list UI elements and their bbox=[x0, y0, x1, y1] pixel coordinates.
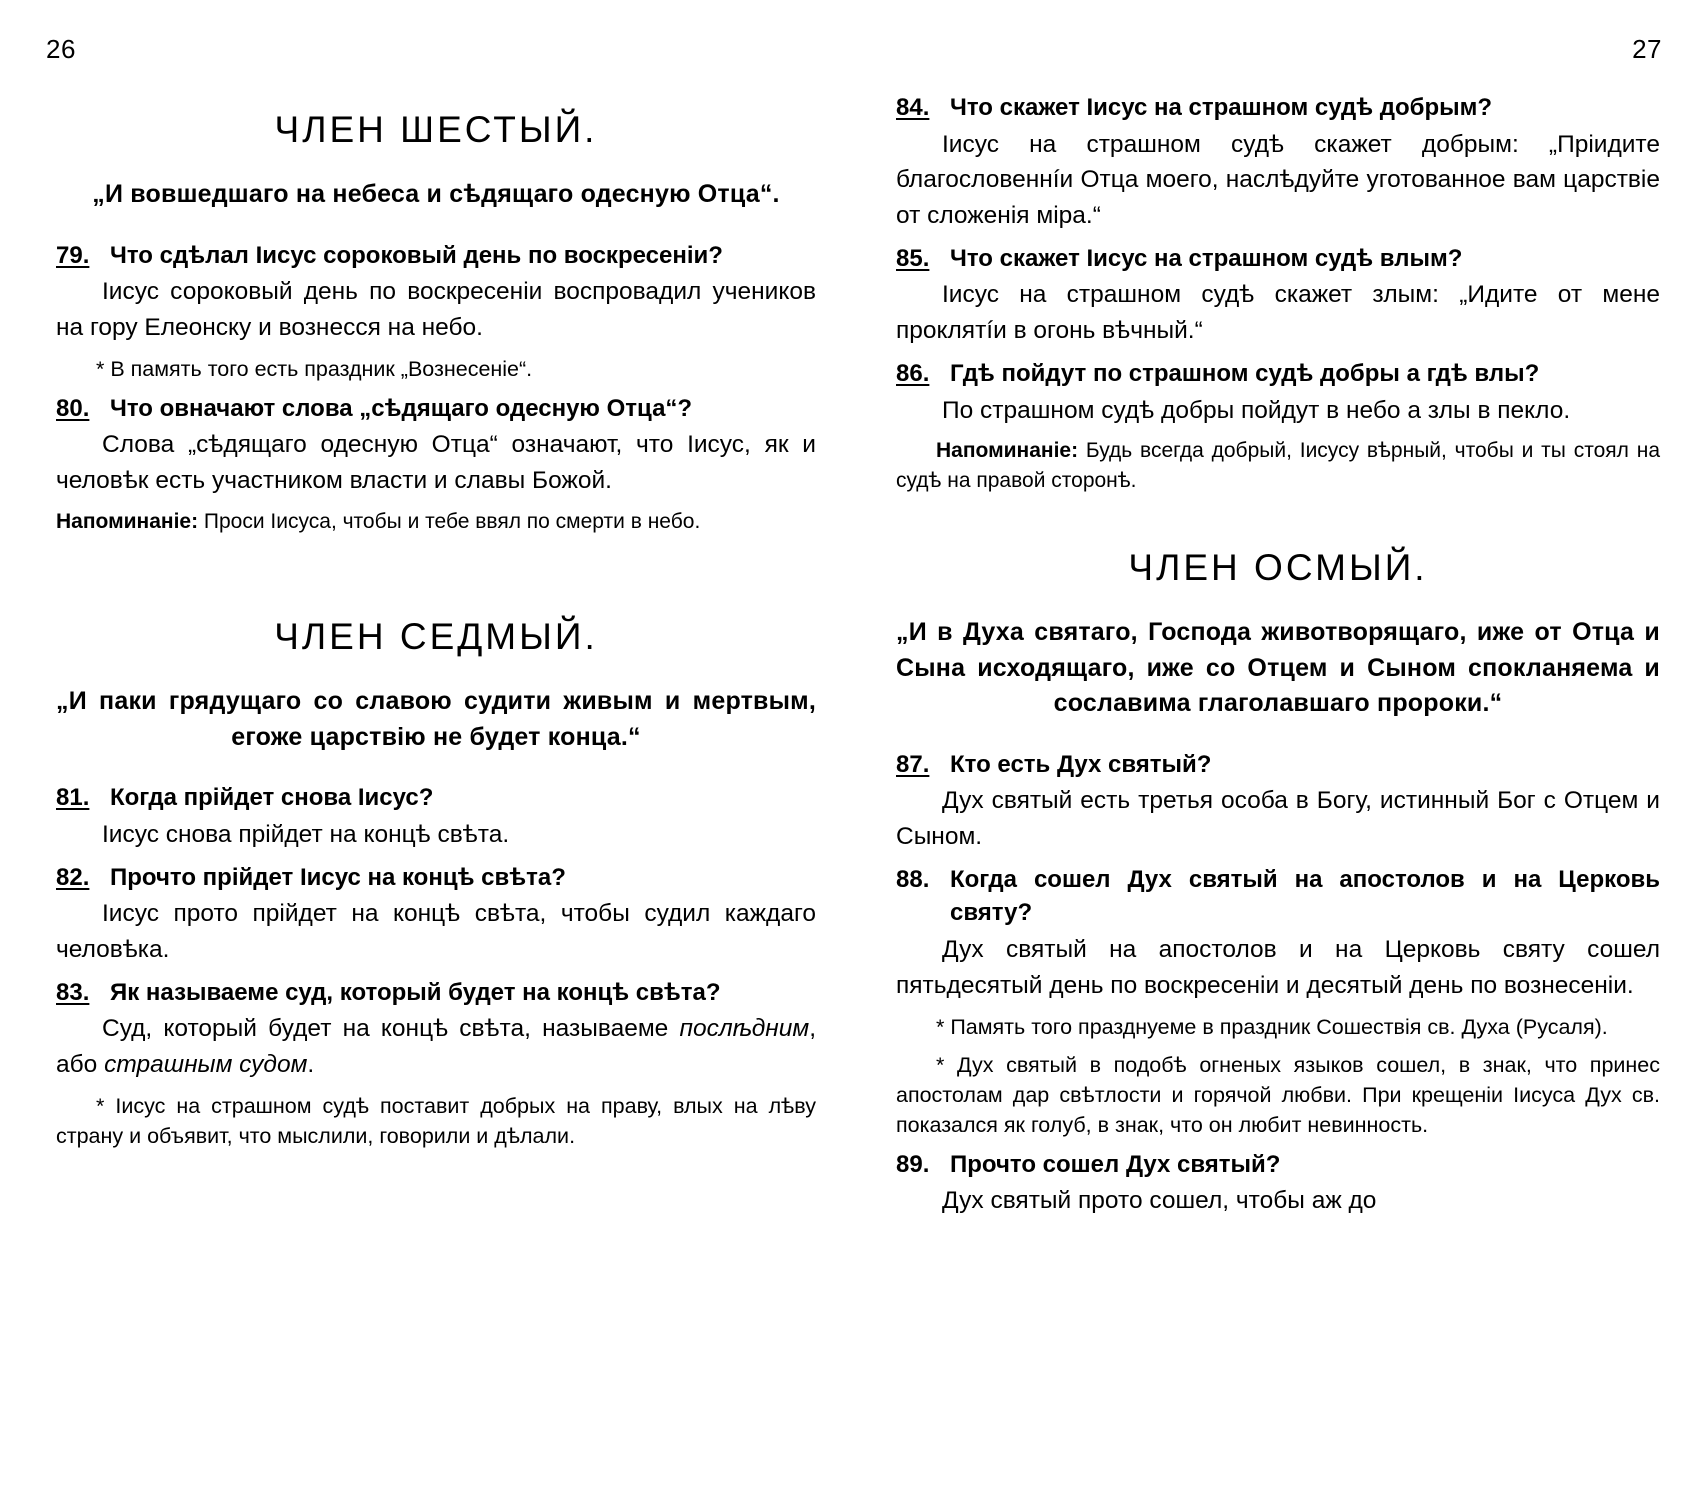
question-text: Что скажет Іисус на страшном судѣ добрым? bbox=[950, 94, 1493, 121]
article-eight-title: ЧЛЕН ОСМЫЙ. bbox=[1128, 547, 1428, 589]
question-row bbox=[896, 748, 1660, 782]
section-spacer bbox=[56, 544, 816, 598]
answer-part-2: , або bbox=[56, 1015, 816, 1079]
article-six-creed: „И вовшедшаго на небеса и сѣдящаго одесную Отца“. bbox=[92, 180, 780, 208]
question-row bbox=[56, 392, 816, 426]
folio-row bbox=[46, 34, 1662, 65]
reminder-note bbox=[56, 507, 816, 536]
question-row bbox=[56, 976, 816, 1010]
answer-text: Дух святый на апостолов и на Церковь святу сошел пятьдесятый день по воскресеніи и десятый день по вознесеніи. bbox=[896, 935, 1660, 999]
qa-item-84 bbox=[896, 91, 1660, 234]
question-number: 86. bbox=[896, 360, 930, 388]
answer-text: Іисус на страшном судѣ скажет добрым: „Пріидите благословеннíи Отца моего, наслѣдуйте уготованное вам царствіе от сложенія міра.“ bbox=[896, 130, 1660, 230]
answer-emphasis-2: страшным судом bbox=[104, 1051, 308, 1079]
answer-text: Іисус сороковый день по воскресеніи воспровадил учеников на гору Елеонску и вознесся на небо. bbox=[56, 278, 816, 341]
question-number: 87. bbox=[896, 750, 930, 778]
answer-emphasis-1: послѣдним bbox=[679, 1015, 810, 1043]
footnote-star: * В память того есть праздник „Вознесеніе“. bbox=[96, 356, 533, 381]
qa-item-82 bbox=[56, 861, 816, 968]
article-six-title: ЧЛЕН ШЕСТЫЙ. bbox=[274, 109, 598, 150]
qa-item-79 bbox=[56, 239, 816, 384]
question-number: 84. bbox=[896, 94, 930, 121]
question-row bbox=[896, 1148, 1660, 1182]
question-text: Что сдѣлал Іисус сороковый день по воскресеніи? bbox=[110, 241, 723, 269]
question-row bbox=[896, 863, 1660, 930]
section-spacer bbox=[896, 503, 1660, 529]
reminder-note bbox=[896, 436, 1660, 495]
answer-text: Іисус на страшном судѣ скажет злым: „Идите от мене проклятíи в огонь вѣчный.“ bbox=[896, 281, 1660, 345]
question-text: Гдѣ пойдут по страшном судѣ добры а гдѣ влы? bbox=[950, 360, 1540, 388]
question-number: 85. bbox=[896, 244, 930, 272]
answer-text: Іисус прото прійдет на концѣ свѣта, чтобы судил каждаго человѣка. bbox=[56, 900, 816, 963]
question-number: 79. bbox=[56, 241, 90, 269]
reminder-label: Напоминаніе: bbox=[56, 509, 199, 533]
question-number: 82. bbox=[56, 863, 90, 891]
question-number: 83. bbox=[56, 978, 90, 1006]
question-row bbox=[896, 357, 1660, 391]
qa-item-88 bbox=[896, 863, 1660, 1140]
question-text: Что овначают слова „сѣдящаго одесную Отца“? bbox=[110, 394, 693, 422]
question-text: Когда прійдет снова Іисус? bbox=[110, 784, 434, 812]
answer-text bbox=[56, 1011, 816, 1083]
reminder-label: Напоминаніе: bbox=[936, 439, 1079, 463]
answer-text: По страшном судѣ добры пойдут в небо а злы в пекло. bbox=[942, 396, 1571, 424]
article-seven-title: ЧЛЕН СЕДМЫЙ. bbox=[274, 616, 598, 658]
question-text: Когда сошел Дух святый на апостолов и на Церковь святу? bbox=[950, 865, 1660, 927]
answer-text: Дух святый есть третья особа в Богу, истинный Бог с Отцем и Сыном. bbox=[896, 787, 1660, 851]
answer-part-3: . bbox=[307, 1051, 315, 1079]
question-text: Что скажет Іисус на страшном судѣ влым? bbox=[950, 244, 1463, 272]
qa-item-89 bbox=[896, 1148, 1660, 1219]
footnote-star: * Іисус на страшном судѣ поставит добрых на праву, влых на лѣву страну и объявит, что мыслили, говорили и дѣлали. bbox=[56, 1093, 816, 1148]
question-number: 88. bbox=[896, 865, 930, 893]
article-eight-creed: „И в Духа святаго, Господа животворящаго, иже от Отца и Сына исходящаго, иже со Отцем и Сыном спокланяема и сославима глаголавшаго пророки.“ bbox=[896, 618, 1660, 718]
answer-text: Дух святый прото сошел, чтобы аж до bbox=[942, 1187, 1377, 1215]
question-number: 89. bbox=[896, 1150, 930, 1178]
question-row bbox=[896, 242, 1660, 276]
reminder-text: Проси Іисуса, чтобы и тебе ввял по смерти в небо. bbox=[198, 509, 701, 533]
answer-text: Іисус снова прійдет на концѣ свѣта. bbox=[102, 820, 510, 848]
qa-item-83 bbox=[56, 976, 816, 1151]
question-number: 80. bbox=[56, 394, 90, 422]
footnote-star-1: * Память того празднуеме в праздник Сошествія св. Духа (Русаля). bbox=[936, 1014, 1608, 1039]
answer-text: Слова „сѣдящаго одесную Отца“ означают, что Іисус, як и человѣк есть участником власти и славы Божой. bbox=[56, 431, 816, 495]
question-row bbox=[56, 239, 816, 273]
answer-part-1: Суд, который будет на концѣ свѣта, называеме bbox=[102, 1015, 680, 1043]
question-row bbox=[56, 861, 816, 895]
question-row bbox=[896, 91, 1660, 125]
right-column bbox=[890, 91, 1660, 1227]
qa-item-87 bbox=[896, 748, 1660, 855]
footnote-star-2: * Дух святый в подобѣ огненых языков сошел, в знак, что принес апостолам дар свѣтлости и горячой любви. При крещеніи Іисуса Дух св. показался як голуб, в знак, что он любит невинность. bbox=[896, 1052, 1660, 1137]
question-text: Кто есть Дух святый? bbox=[950, 750, 1212, 778]
question-text: Прочто сошел Дух святый? bbox=[950, 1150, 1281, 1178]
qa-item-85 bbox=[896, 242, 1660, 349]
question-text: Як называеме суд, который будет на концѣ свѣта? bbox=[110, 978, 721, 1006]
qa-item-80 bbox=[56, 392, 816, 537]
article-seven-creed: „И паки грядущаго со славою судити живым и мертвым, егоже царствію не будет конца.“ bbox=[56, 687, 816, 751]
reminder-text: Будь всегда добрый, Іисусу вѣрный, чтобы и ты стоял на судѣ на правой сторонѣ. bbox=[896, 439, 1660, 492]
qa-item-81 bbox=[56, 781, 816, 852]
qa-item-86 bbox=[896, 357, 1660, 495]
question-number: 81. bbox=[56, 784, 90, 812]
two-column-body bbox=[46, 91, 1662, 1227]
question-text: Прочто прійдет Іисус на концѣ свѣта? bbox=[110, 863, 566, 891]
page-number-left: 26 bbox=[46, 34, 76, 64]
left-column bbox=[46, 91, 816, 1227]
page-number-right: 27 bbox=[1632, 34, 1662, 64]
question-row bbox=[56, 781, 816, 815]
